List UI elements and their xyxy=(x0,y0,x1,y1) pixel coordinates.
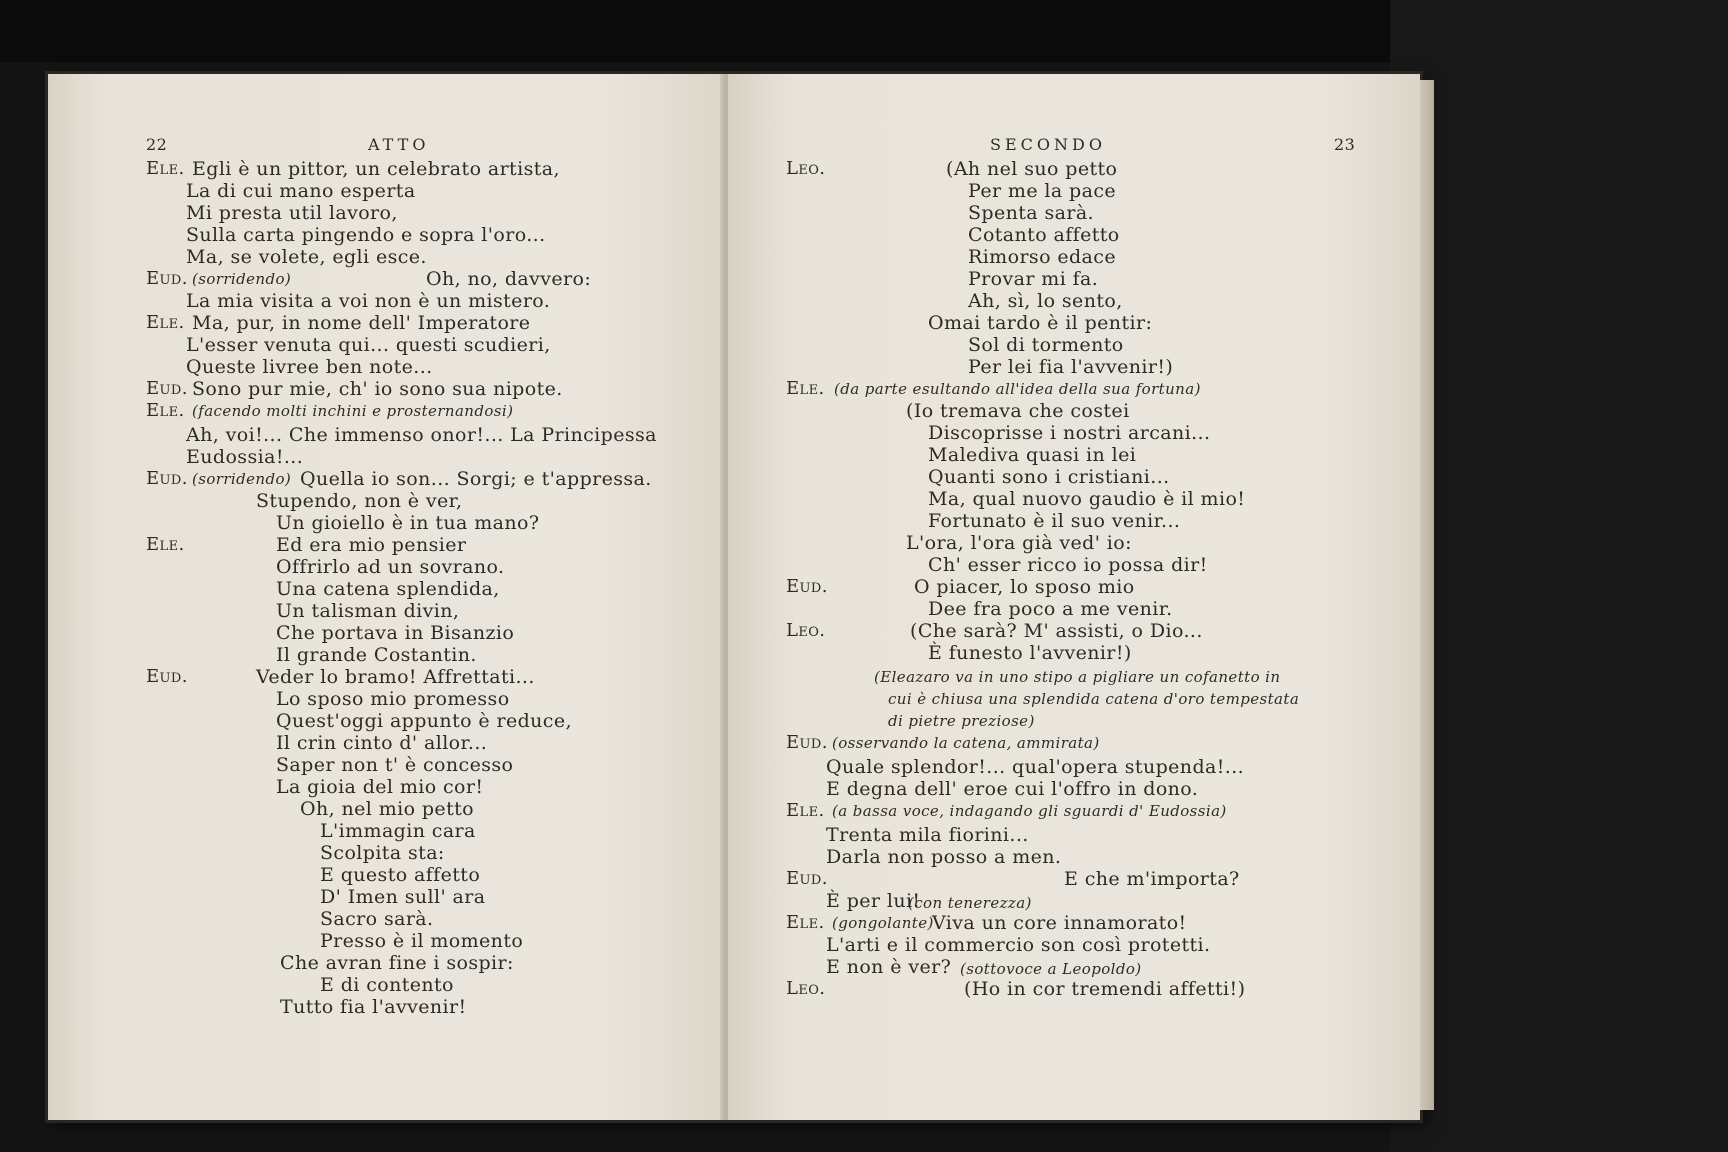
right-page xyxy=(728,74,1420,1120)
stage-direction: (sottovoce a Leopoldo) xyxy=(960,960,1142,978)
speaker: Ele. xyxy=(146,534,185,555)
verse-line: Ah, sì, lo sento, xyxy=(968,290,1123,312)
speaker: Eud. xyxy=(146,268,188,289)
verse-line: Discoprisse i nostri arcani... xyxy=(928,422,1211,444)
speaker: Ele. xyxy=(786,912,825,933)
verse-line: (Ah nel suo petto xyxy=(946,158,1118,180)
verse-line: Cotanto affetto xyxy=(968,224,1120,246)
verse-line: Che portava in Bisanzio xyxy=(276,622,515,644)
page-number: 22 xyxy=(146,135,168,154)
stage-direction: (a bassa voce, indagando gli sguardi d' Eudossia) xyxy=(832,802,1227,820)
running-head: SECONDO xyxy=(990,135,1106,154)
verse-line: Dee fra poco a me venir. xyxy=(928,598,1173,620)
verse-line: Ma, qual nuovo gaudio è il mio! xyxy=(928,488,1246,510)
verse-line: Stupendo, non è ver, xyxy=(256,490,463,512)
verse-line: Malediva quasi in lei xyxy=(928,444,1137,466)
verse-line: E non è ver? xyxy=(826,956,952,978)
verse-line: E che m'importa? xyxy=(1064,868,1240,890)
verse-line: Rimorso edace xyxy=(968,246,1116,268)
speaker: Eud. xyxy=(146,378,188,399)
verse-line: E di contento xyxy=(320,974,454,996)
backdrop-side xyxy=(1390,0,1728,1152)
verse-line: Provar mi fa. xyxy=(968,268,1099,290)
stage-direction: (osservando la catena, ammirata) xyxy=(832,734,1100,752)
verse-line: Spenta sarà. xyxy=(968,202,1094,224)
verse-line: Darla non posso a men. xyxy=(826,846,1062,868)
speaker: Ele. xyxy=(146,312,185,333)
verse-line: Per lei fia l'avvenir!) xyxy=(968,356,1174,378)
verse-line: Quest'oggi appunto è reduce, xyxy=(276,710,572,732)
verse-line: Sulla carta pingendo e sopra l'oro... xyxy=(186,224,546,246)
verse-line: O piacer, lo sposo mio xyxy=(914,576,1135,598)
verse-line: La di cui mano esperta xyxy=(186,180,416,202)
speaker: Ele. xyxy=(146,158,185,179)
verse-line: Viva un core innamorato! xyxy=(932,912,1187,934)
verse-line: Veder lo bramo! Affrettati... xyxy=(256,666,535,688)
verse-line: Il crin cinto d' allor... xyxy=(276,732,488,754)
verse-line: Oh, no, davvero: xyxy=(426,268,592,290)
verse-line: Fortunato è il suo venir... xyxy=(928,510,1181,532)
speaker: Leo. xyxy=(786,978,826,999)
verse-line: La gioia del mio cor! xyxy=(276,776,484,798)
verse-line: D' Imen sull' ara xyxy=(320,886,486,908)
stage-direction: cui è chiusa una splendida catena d'oro tempestata xyxy=(888,690,1300,708)
stage-direction: (facendo molti inchini e prosternandosi) xyxy=(192,402,514,420)
stage-direction: di pietre preziose) xyxy=(888,712,1035,730)
stage-direction: (da parte esultando all'idea della sua fortuna) xyxy=(834,380,1201,398)
speaker: Eud. xyxy=(786,732,828,753)
running-head: ATTO xyxy=(368,135,430,154)
verse-line: L'ora, l'ora già ved' io: xyxy=(906,532,1132,554)
stage-direction: (Eleazaro va in uno stipo a pigliare un cofanetto in xyxy=(874,668,1281,686)
verse-line: Sol di tormento xyxy=(968,334,1124,356)
speaker: Leo. xyxy=(786,620,826,641)
verse-line: Saper non t' è concesso xyxy=(276,754,514,776)
open-book xyxy=(48,74,1420,1120)
speaker: Ele. xyxy=(786,800,825,821)
speaker: Eud. xyxy=(146,468,188,489)
verse-line: Quella io son... Sorgi; e t'appressa. xyxy=(300,468,652,490)
speaker: Leo. xyxy=(786,158,826,179)
verse-line: Ma, pur, in nome dell' Imperatore xyxy=(192,312,531,334)
verse-line: Che avran fine i sospir: xyxy=(280,952,514,974)
verse-line: Sono pur mie, ch' io sono sua nipote. xyxy=(192,378,563,400)
verse-line: Ed era mio pensier xyxy=(276,534,467,556)
verse-line: Un gioiello è in tua mano? xyxy=(276,512,540,534)
verse-line: Eudossia!... xyxy=(186,446,304,468)
verse-line: L'immagin cara xyxy=(320,820,476,842)
verse-line: Trenta mila fiorini... xyxy=(826,824,1029,846)
verse-line: E questo affetto xyxy=(320,864,481,886)
verse-line: Egli è un pittor, un celebrato artista, xyxy=(192,158,560,180)
verse-line: Tutto fia l'avvenir! xyxy=(280,996,467,1018)
stage-direction: (sorridendo) xyxy=(192,270,292,288)
page-number: 23 xyxy=(1334,135,1356,154)
verse-line: È per lui! xyxy=(826,890,921,912)
speaker: Eud. xyxy=(146,666,188,687)
verse-line: (Io tremava che costei xyxy=(906,400,1130,422)
verse-line: L'arti e il commercio son così protetti. xyxy=(826,934,1211,956)
speaker: Ele. xyxy=(146,400,185,421)
verse-line: Presso è il momento xyxy=(320,930,524,952)
verse-line: Per me la pace xyxy=(968,180,1117,202)
verse-line: Quanti sono i cristiani... xyxy=(928,466,1170,488)
verse-line: Mi presta util lavoro, xyxy=(186,202,398,224)
verse-line: (Ho in cor tremendi affetti!) xyxy=(964,978,1246,1000)
verse-line: Queste livree ben note... xyxy=(186,356,433,378)
verse-line: Offrirlo ad un sovrano. xyxy=(276,556,505,578)
verse-line: È funesto l'avvenir!) xyxy=(928,642,1132,664)
verse-line: Ah, voi!... Che immenso onor!... La Principessa xyxy=(186,424,657,446)
verse-line: Una catena splendida, xyxy=(276,578,500,600)
verse-line: Il grande Costantin. xyxy=(276,644,477,666)
verse-line: (Che sarà? M' assisti, o Dio... xyxy=(910,620,1203,642)
verse-line: Omai tardo è il pentir: xyxy=(928,312,1153,334)
verse-line: Scolpita sta: xyxy=(320,842,445,864)
speaker: Eud. xyxy=(786,868,828,889)
stage-direction: (sorridendo) xyxy=(192,470,292,488)
verse-line: Quale splendor!... qual'opera stupenda!... xyxy=(826,756,1245,778)
stage-direction: (con tenerezza) xyxy=(908,894,1032,912)
verse-line: Sacro sarà. xyxy=(320,908,434,930)
verse-line: E degna dell' eroe cui l'offro in dono. xyxy=(826,778,1199,800)
page-edges xyxy=(1420,80,1434,1110)
verse-line: Oh, nel mio petto xyxy=(300,798,474,820)
speaker: Eud. xyxy=(786,576,828,597)
verse-line: L'esser venuta qui... questi scudieri, xyxy=(186,334,551,356)
verse-line: Ch' esser ricco io possa dir! xyxy=(928,554,1208,576)
verse-line: La mia visita a voi non è un mistero. xyxy=(186,290,551,312)
speaker: Ele. xyxy=(786,378,825,399)
verse-line: Un talisman divin, xyxy=(276,600,460,622)
verse-line: Lo sposo mio promesso xyxy=(276,688,510,710)
left-page xyxy=(48,74,724,1120)
verse-line: Ma, se volete, egli esce. xyxy=(186,246,427,268)
stage-direction: (gongolante) xyxy=(832,914,934,932)
